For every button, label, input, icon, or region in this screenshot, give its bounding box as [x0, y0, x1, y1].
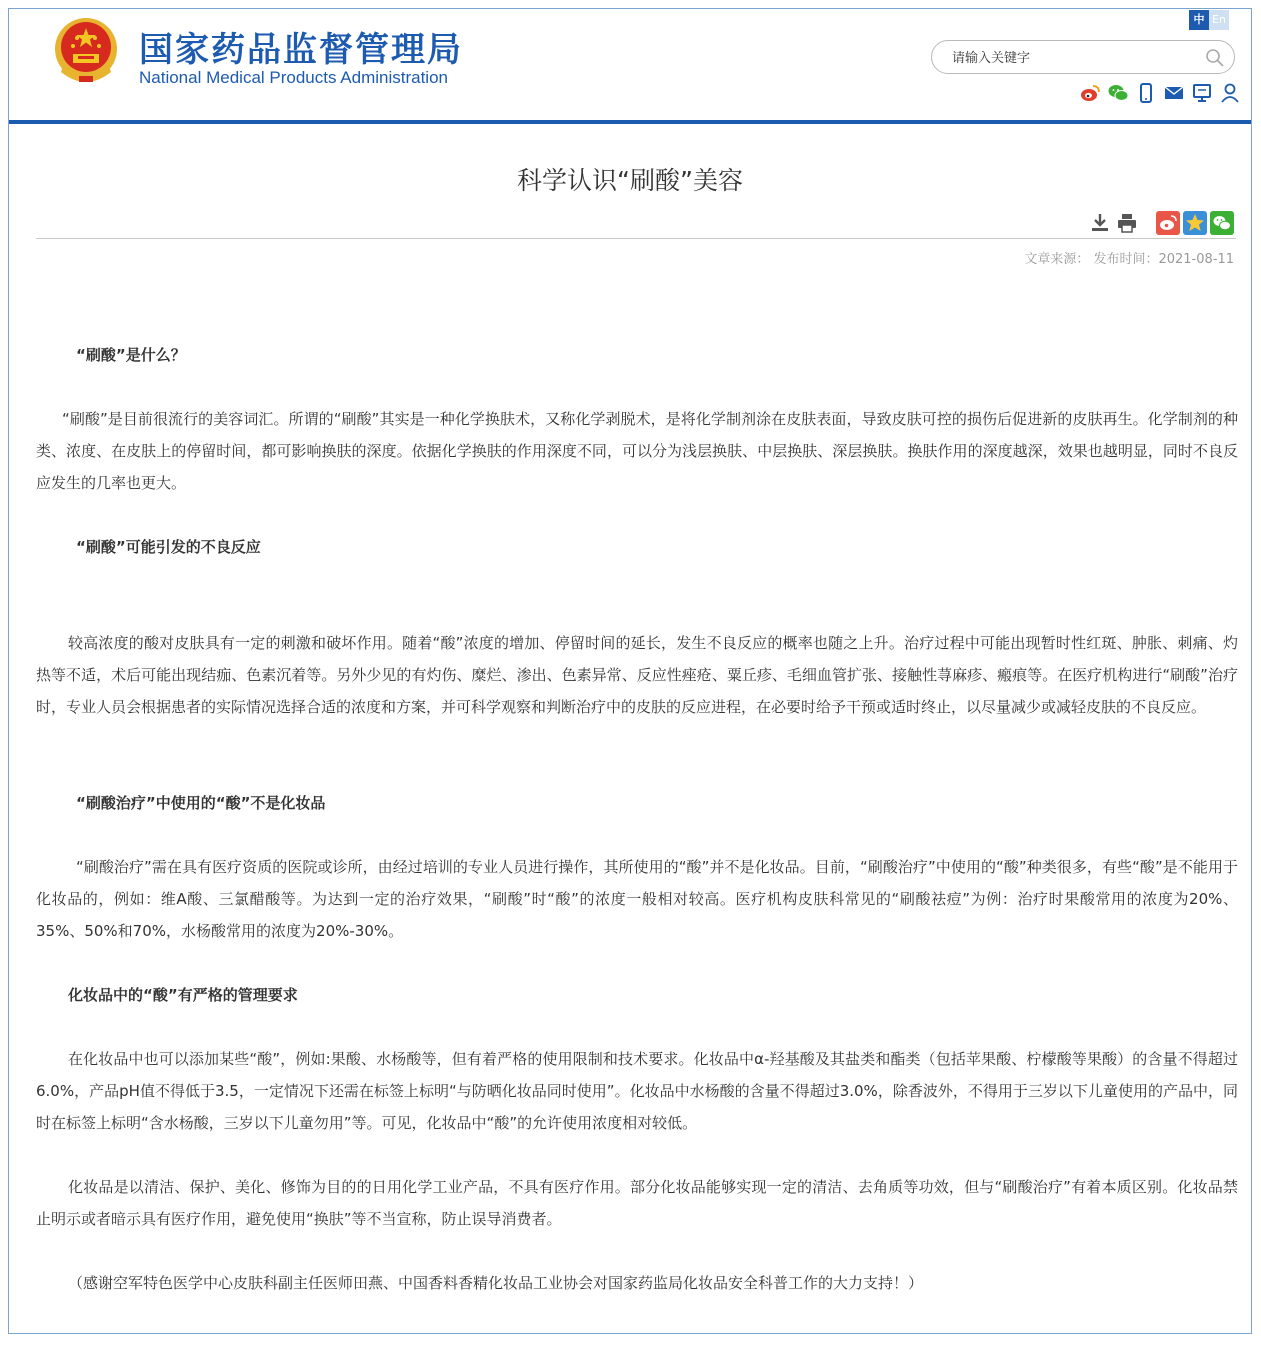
section-heading: “刷酸”是什么？: [76, 346, 186, 364]
site-name-en[interactable]: National Medical Products Administration: [139, 68, 448, 87]
paragraph: 较高浓度的酸对皮肤具有一定的刺激和破坏作用。随着“酸”浓度的增加、停留时间的延长，发生不良反应的概率也随之上升。治疗过程中可能出现暂时性红斑、肿胀、刺痛、灼热等不适，术后可能出现结痂、色素沉着等。另外少见的有灼伤、糜烂、渗出、色素异常、反应性痤疮、粟丘疹、毛细血管扩张、接触性荨麻疹、瘢痕等。在医疗机构进行“刷酸”治疗时，专业人员会根据患者的实际情况选择合适的浓度和方案，并可科学观察和判断治疗中的皮肤的反应进程，在必要时给予干预或适时终止，以尽量减少或减轻皮肤的不良反应。: [36, 634, 1238, 716]
mobile-icon[interactable]: [1135, 82, 1157, 104]
paragraph: 在化妆品中也可以添加某些“酸”，例如:果酸、水杨酸等，但有着严格的使用限制和技术要求。化妆品中α-羟基酸及其盐类和酯类（包括苹果酸、柠檬酸等果酸）的含量不得超过6.0%，产品pH值不得低于3.5，一定情况下还需在标签上标明“与防晒化妆品同时使用”。化妆品中水杨酸的含量不得超过3.0%，除香波外，不得用于三岁以下儿童使用的产品中，同时在标签上标明“含水杨酸，三岁以下儿童勿用”等。可见，化妆品中“酸”的允许使用浓度相对较低。: [36, 1050, 1238, 1132]
header-tools: [1079, 82, 1241, 104]
mail-icon[interactable]: [1163, 82, 1185, 104]
favorite-icon[interactable]: [1183, 211, 1207, 235]
site-header: [9, 9, 1251, 119]
lang-en-button[interactable]: En: [1209, 10, 1229, 30]
acknowledgement: （感谢空军特色医学中心皮肤科副主任医师田燕、中国香料香精化妆品工业协会对国家药监局化妆品安全科普工作的大力支持！）: [68, 1274, 924, 1292]
lang-cn-button[interactable]: 中: [1189, 10, 1209, 30]
header-divider: [9, 120, 1251, 124]
search-input[interactable]: [950, 47, 1194, 69]
national-emblem-logo[interactable]: [51, 16, 121, 88]
site-name-cn[interactable]: 国家药品监督管理局: [139, 30, 463, 70]
paragraph: 化妆品是以清洁、保护、美化、修饰为目的的日用化学工业产品，不具有医疗作用。部分化妆品能够实现一定的清洁、去角质等功效，但与“刷酸治疗”有着本质区别。化妆品禁止明示或者暗示具有医疗作用，避免使用“换肤”等不当宣称，防止误导消费者。: [36, 1178, 1238, 1228]
section-heading: 化妆品中的“酸”有严格的管理要求: [68, 986, 298, 1004]
search-box: [931, 40, 1235, 74]
section-heading: “刷酸”可能引发的不良反应: [76, 538, 261, 556]
wechat-share-icon[interactable]: [1210, 211, 1234, 235]
user-icon[interactable]: [1219, 82, 1241, 104]
article-title: 科学认识“刷酸”美容: [517, 166, 743, 195]
article-meta: 文章来源： 发布时间：2021-08-11: [1024, 252, 1234, 267]
paragraph: “刷酸”是目前很流行的美容词汇。所谓的“刷酸”其实是一种化学换肤术，又称化学剥脱术，是将化学制剂涂在皮肤表面，导致皮肤可控的损伤后促进新的皮肤再生。化学制剂的种类、浓度、在皮肤上的停留时间，都可影响换肤的深度。依据化学换肤的作用深度不同，可以分为浅层换肤、中层换肤、深层换肤。换肤作用的深度越深，效果也越明显，同时不良反应发生的几率也更大。: [36, 410, 1238, 492]
wechat-icon[interactable]: [1107, 82, 1129, 104]
article-actions: [1088, 211, 1139, 235]
title-divider: [36, 238, 1236, 239]
share-bar: [1156, 211, 1234, 235]
search-icon[interactable]: [1205, 48, 1225, 68]
weibo-share-icon[interactable]: [1156, 211, 1180, 235]
download-icon[interactable]: [1088, 211, 1112, 235]
print-icon[interactable]: [1115, 211, 1139, 235]
paragraph: “刷酸治疗”需在具有医疗资质的医院或诊所，由经过培训的专业人员进行操作，其所使用的“酸”并不是化妆品。目前，“刷酸治疗”中使用的“酸”种类很多，有些“酸”是不能用于化妆品的，例如：维A酸、三氯醋酸等。为达到一定的治疗效果，“刷酸”时“酸”的浓度一般相对较高。医疗机构皮肤科常见的“刷酸祛痘”为例：治疗时果酸常用的浓度为20%、35%、50%和70%，水杨酸常用的浓度为20%-30%。: [36, 858, 1238, 940]
weibo-icon[interactable]: [1079, 82, 1101, 104]
feedback-icon[interactable]: [1191, 82, 1213, 104]
page-frame: [8, 8, 1252, 1334]
section-heading: “刷酸治疗”中使用的“酸”不是化妆品: [76, 794, 326, 812]
language-switcher: [1189, 10, 1229, 30]
